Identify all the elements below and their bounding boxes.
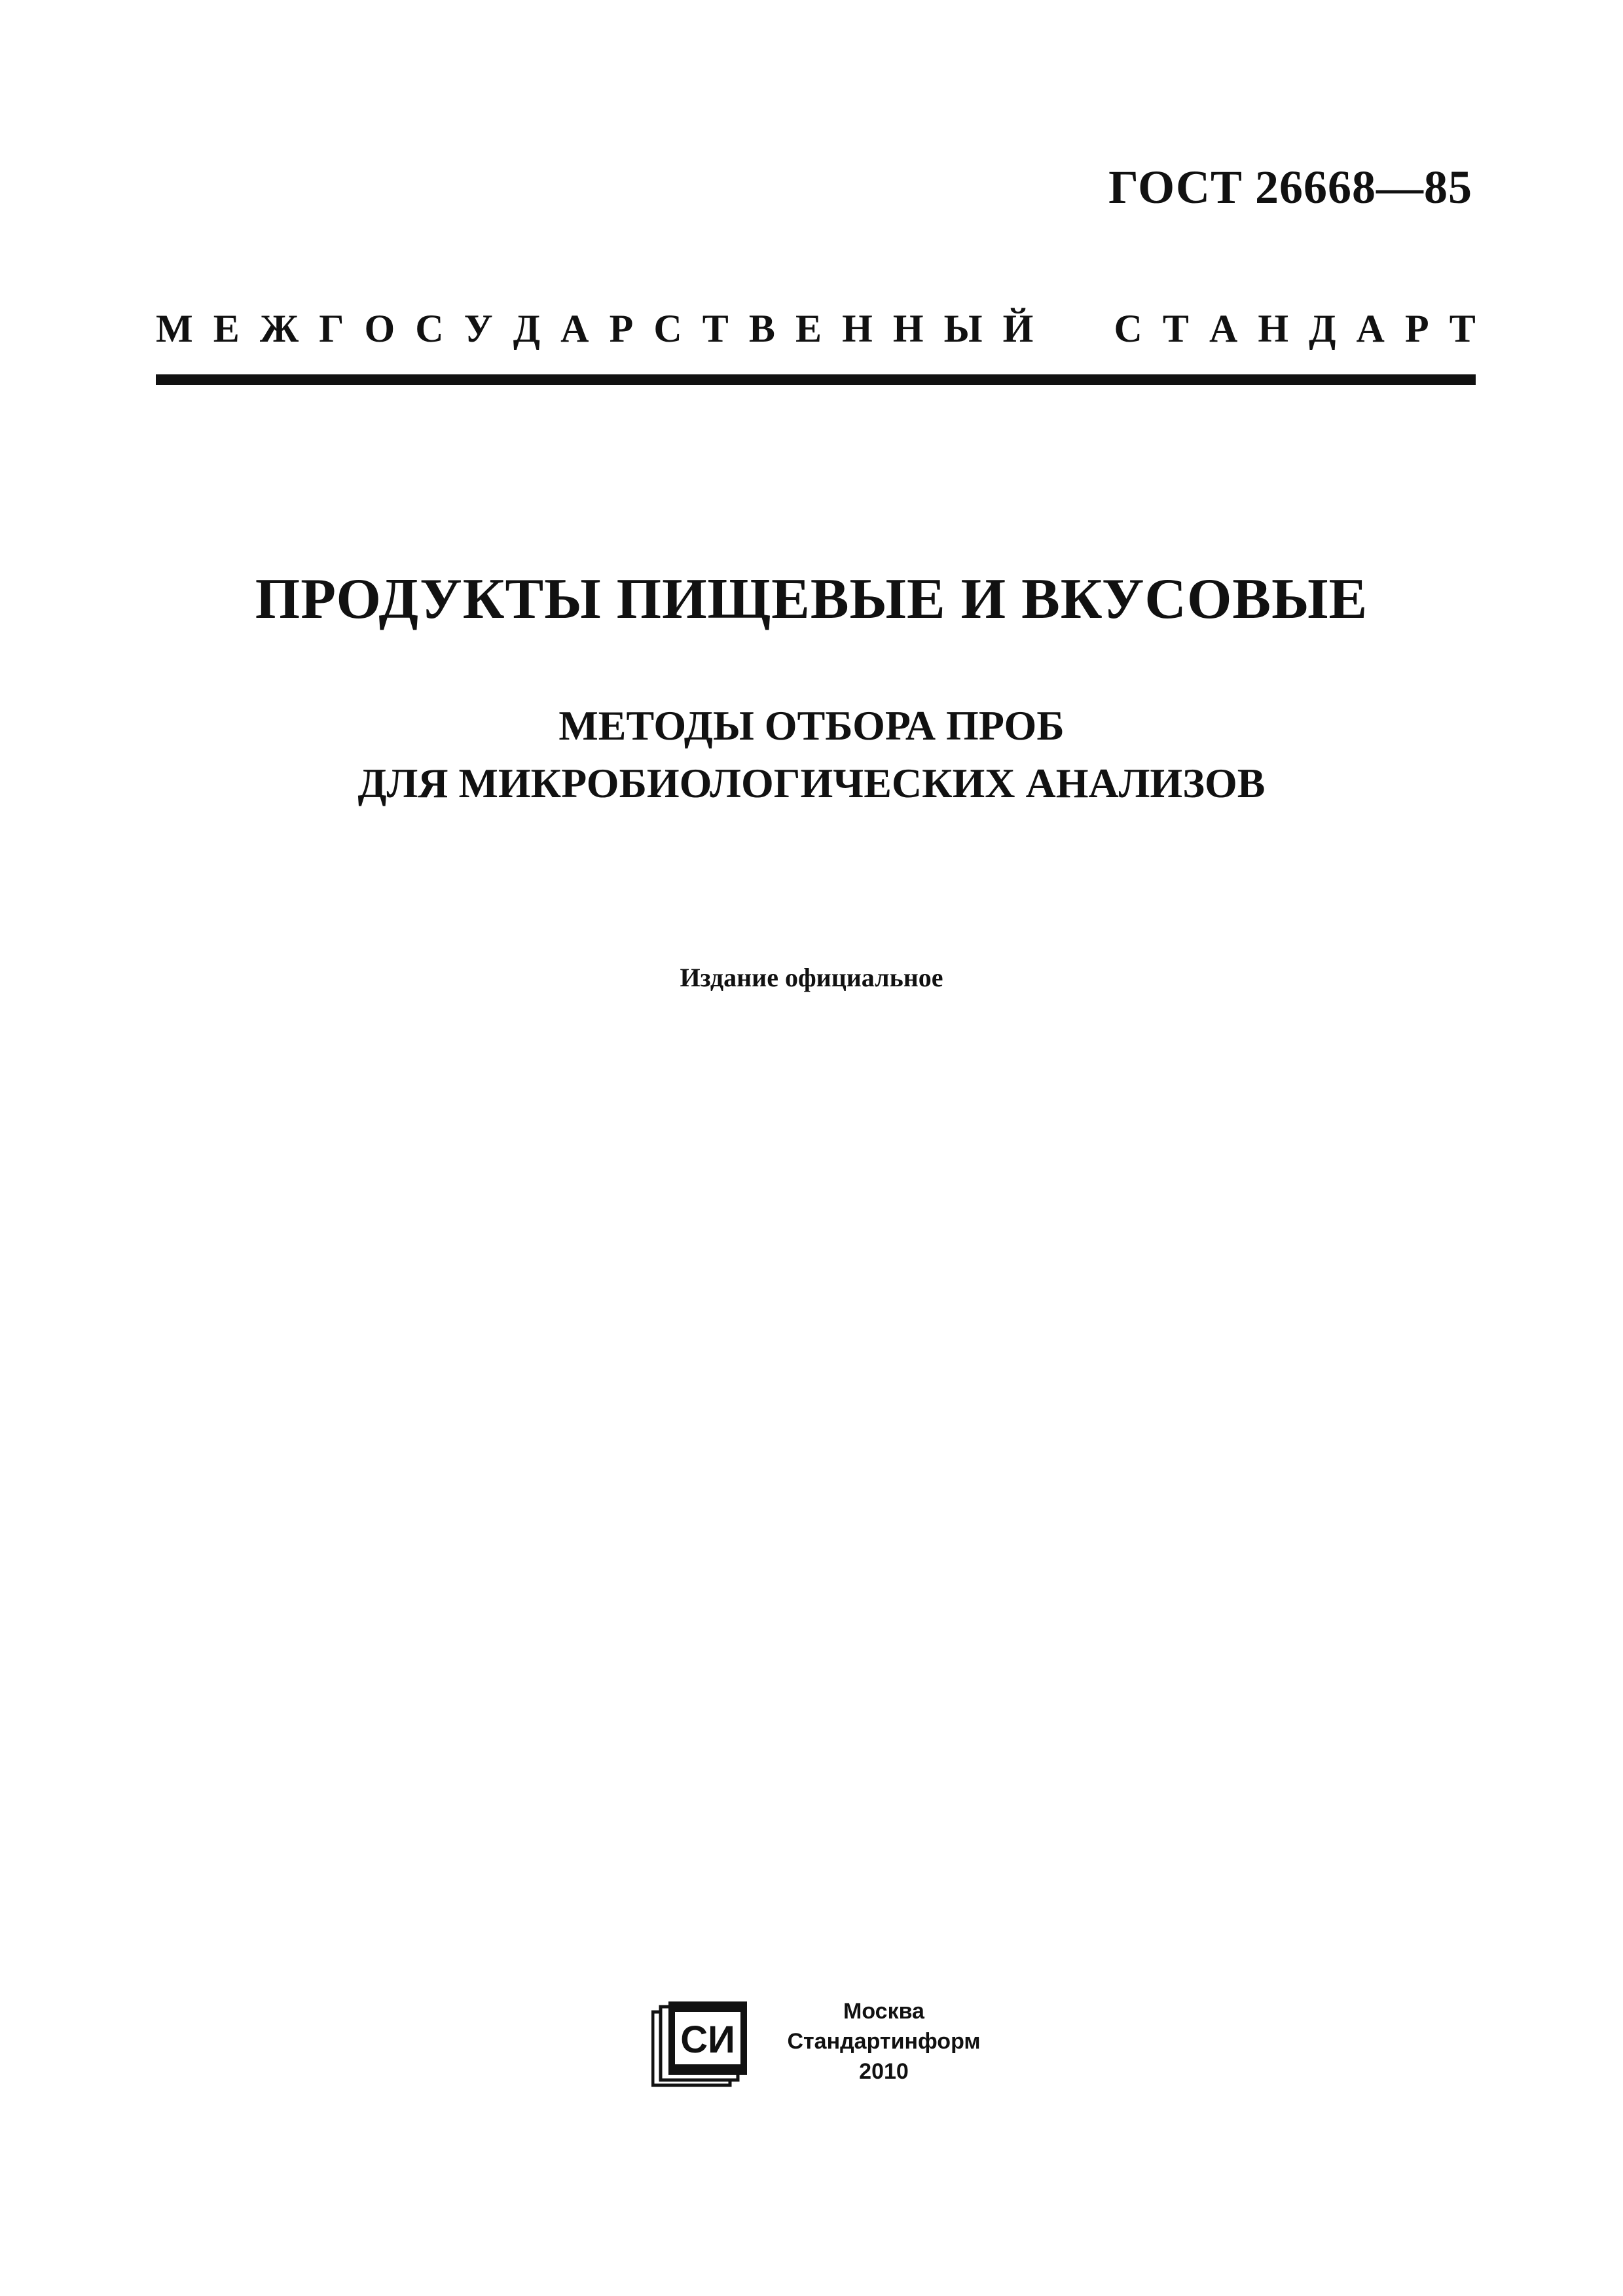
standard-type-letter: М (156, 307, 193, 350)
subtitle-line: ДЛЯ МИКРОБИОЛОГИЧЕСКИХ АНАЛИЗОВ (357, 760, 1266, 806)
standard-type-letter: С (653, 307, 682, 350)
publisher-name: Стандартинформ (787, 2029, 981, 2054)
standard-type-letter: Д (513, 307, 541, 350)
standard-type-letter: Н (892, 307, 924, 350)
publisher-city: Москва (843, 1999, 924, 2024)
standard-type-letter: С (1114, 307, 1142, 350)
standard-type-letter: А (560, 307, 589, 350)
document-title: ПРОДУКТЫ ПИЩЕВЫЕ И ВКУСОВЫЕ (255, 567, 1368, 631)
standard-type-letter: Е (213, 307, 240, 350)
standard-type-letter: Т (1162, 307, 1189, 350)
document-subtitle (0, 697, 1623, 812)
standard-type-letter: А (1356, 307, 1385, 350)
standard-type-letter: Н (1258, 307, 1289, 350)
header-rule (156, 374, 1476, 385)
edition-note: Издание официальное (680, 963, 943, 992)
standartinform-logo-icon (651, 1998, 750, 2089)
standard-type-letter: Р (609, 307, 634, 350)
standard-type-letter: В (748, 307, 775, 350)
word-gap (1053, 302, 1063, 355)
standard-type-letter: С (415, 307, 444, 350)
standard-type-letter: Й (1002, 307, 1034, 350)
publisher-block (766, 1996, 1002, 2087)
standard-type-letter: А (1209, 307, 1238, 350)
standard-type-band (156, 302, 1476, 355)
word-gap (1084, 302, 1093, 355)
standard-type-letter: Г (319, 307, 344, 350)
standard-type-letter: О (364, 307, 395, 350)
standard-number: ГОСТ 26668—85 (1108, 161, 1472, 213)
standard-type-letter: Ж (259, 307, 299, 350)
publisher-year: 2010 (859, 2059, 909, 2084)
standard-type-letter: Д (1309, 307, 1336, 350)
standard-type-letter: Т (702, 307, 729, 350)
standard-type-label (156, 302, 1476, 355)
standard-type-letter: Ы (943, 307, 983, 350)
standard-type-letter: Р (1404, 307, 1429, 350)
standard-type-letter: Н (842, 307, 873, 350)
standard-type-letter: Е (795, 307, 822, 350)
standard-type-letter: Т (1449, 307, 1476, 350)
standard-type-letter: У (464, 307, 493, 350)
svg-text:СИ: СИ (680, 2018, 735, 2061)
subtitle-line: МЕТОДЫ ОТБОРА ПРОБ (558, 702, 1065, 749)
